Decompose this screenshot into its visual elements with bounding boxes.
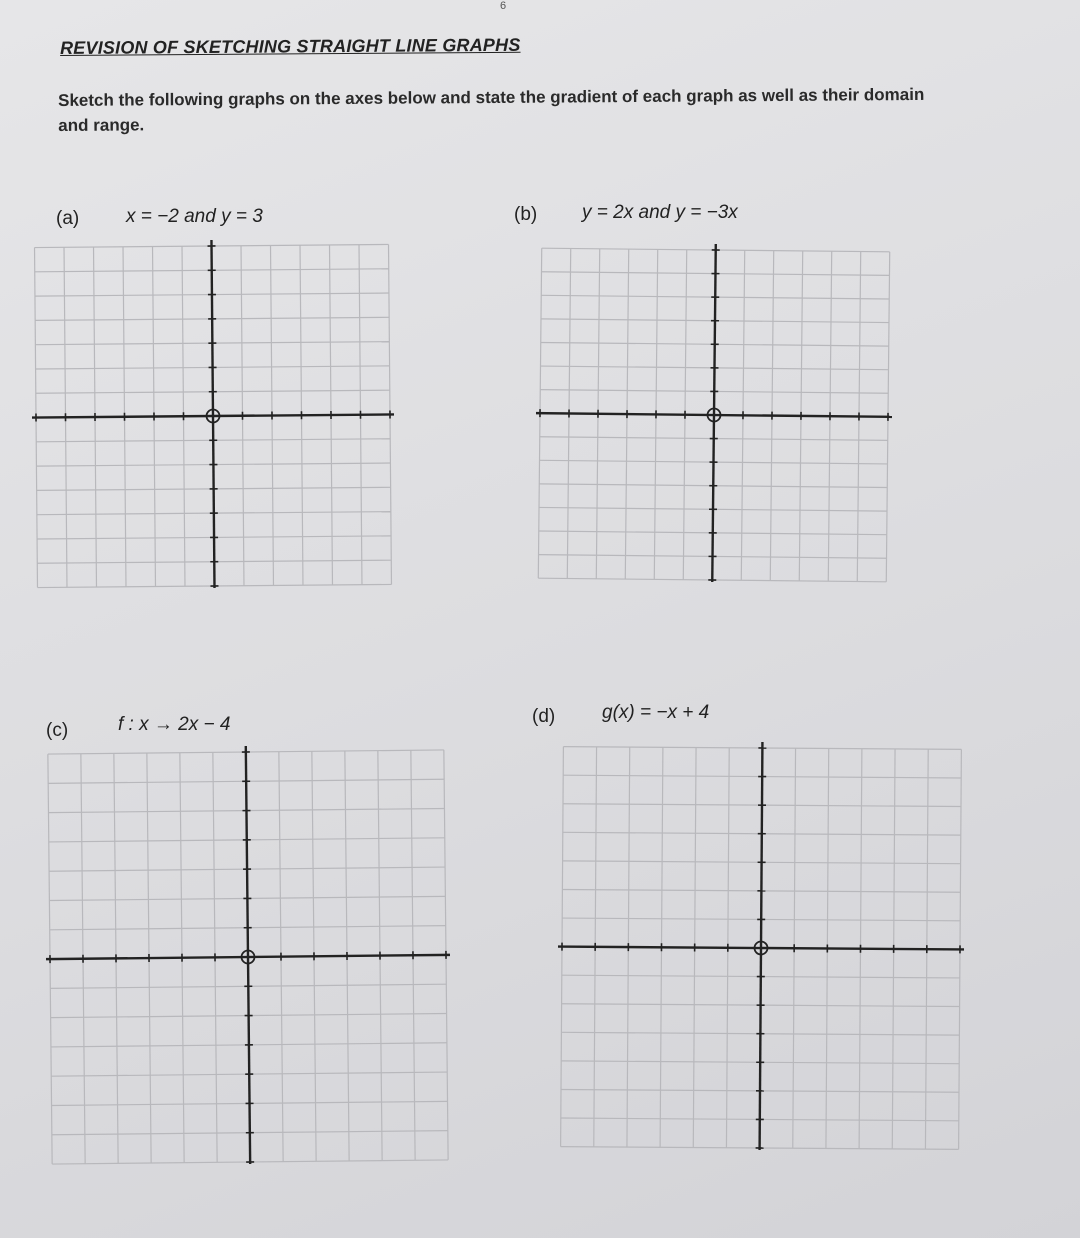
page-number: 6 — [500, 0, 507, 12]
question-a-equation: x = −2 and y = 3 — [126, 206, 263, 227]
question-d-label: (d) — [532, 706, 556, 727]
page-title: REVISION OF SKETCHING STRAIGHT LINE GRAPHS — [60, 34, 521, 58]
question-b-equation: y = 2x and y = −3x — [582, 202, 738, 223]
graph-b-svg[interactable] — [538, 248, 889, 582]
graph-grid-d[interactable] — [561, 747, 962, 1150]
question-a-label: (a) — [56, 208, 80, 229]
graph-a-svg[interactable] — [35, 244, 392, 587]
question-d-equation: g(x) = −x + 4 — [602, 702, 710, 723]
question-b-label: (b) — [514, 204, 538, 225]
graph-d-svg[interactable] — [561, 747, 962, 1150]
instructions-text: Sketch the following graphs on the axes below and state the gradient of each graph as well as their domain and range. — [58, 84, 925, 135]
y-axis — [246, 746, 250, 1164]
y-axis — [760, 742, 763, 1150]
graph-c-svg[interactable] — [48, 750, 448, 1164]
y-axis — [211, 240, 214, 588]
question-c-equation: f : x → 2x − 4 — [118, 714, 231, 735]
y-axis — [712, 244, 716, 582]
graph-grid-c[interactable] — [48, 750, 448, 1164]
graph-grid-a[interactable] — [35, 244, 392, 587]
question-c-label: (c) — [46, 720, 69, 741]
graph-grid-b[interactable] — [538, 248, 889, 582]
